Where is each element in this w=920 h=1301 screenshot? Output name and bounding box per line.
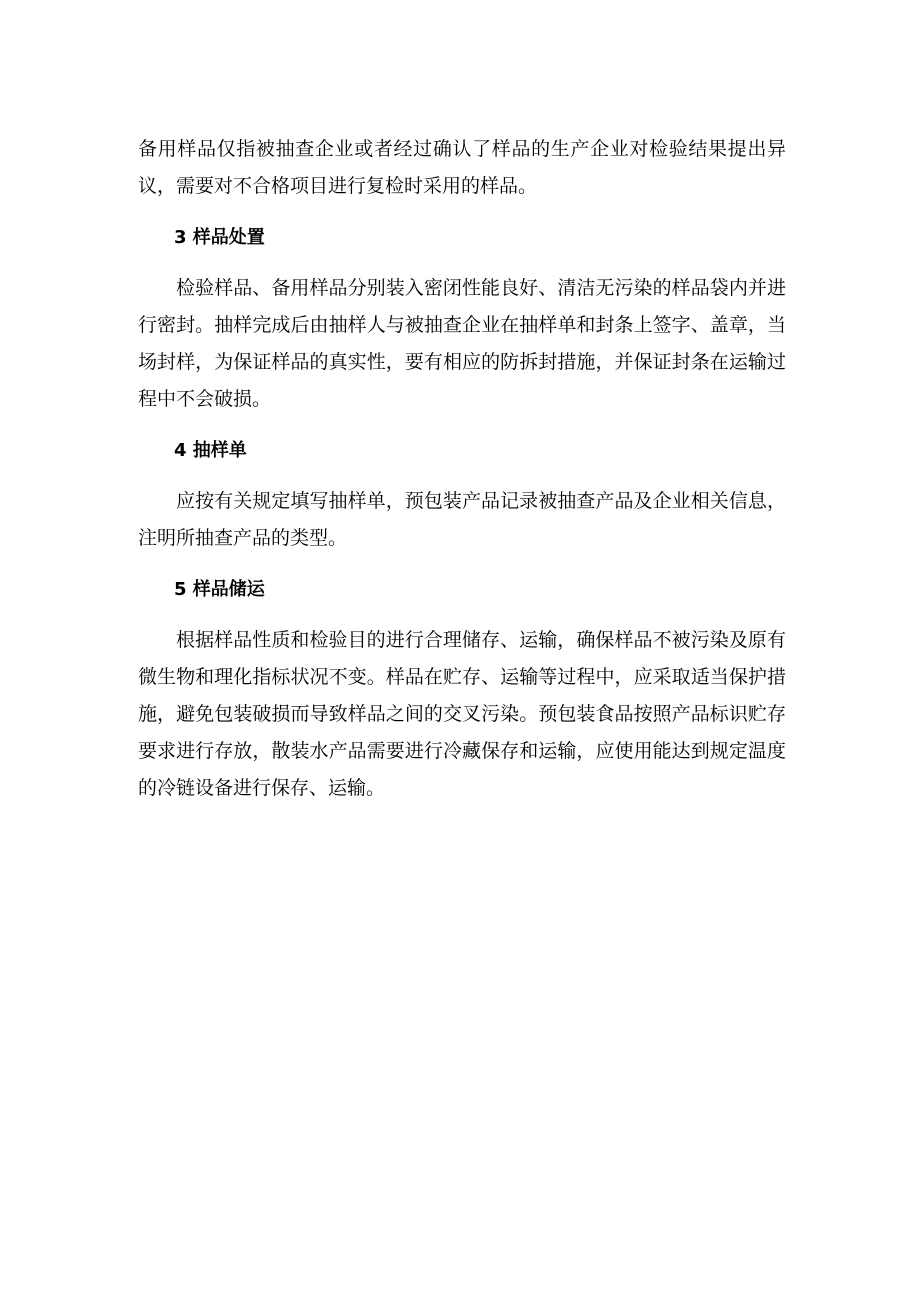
paragraph-sample-storage: 根据样品性质和检验目的进行合理储存、运输，确保样品不被污染及原有微生物和理化指标状况不变。样品在贮存、运输等过程中，应采取适当保护措施，避免包装破损而导致样品之间的交叉污染。预包装食品按照产品标识贮存要求进行存放，散装水产品需要进行冷藏保存和运输，应使用能达到规定温度的冷链设备进行保存、运输。 <box>138 629 786 799</box>
heading-sample-handling: 3 样品处置 <box>174 227 265 248</box>
paragraph-sample-handling: 检验样品、备用样品分别装入密闭性能良好、清洁无污染的样品袋内并进行密封。抽样完成后由抽样人与被抽查企业在抽样单和封条上签字、盖章，当场封样，为保证样品的真实性，要有相应的防拆封措施，并保证封条在运输过程中不会破损。 <box>138 277 786 410</box>
heading-sampling-form: 4 抽样单 <box>174 440 247 461</box>
paragraph-sampling-form: 应按有关规定填写抽样单，预包装产品记录被抽查产品及企业相关信息，注明所抽查产品的类型。 <box>138 490 786 549</box>
document-page <box>138 131 786 807</box>
heading-sample-storage: 5 样品储运 <box>174 579 265 600</box>
paragraph-backup-sample: 备用样品仅指被抽查企业或者经过确认了样品的生产企业对检验结果提出异议，需要对不合格项目进行复检时采用的样品。 <box>138 138 786 197</box>
